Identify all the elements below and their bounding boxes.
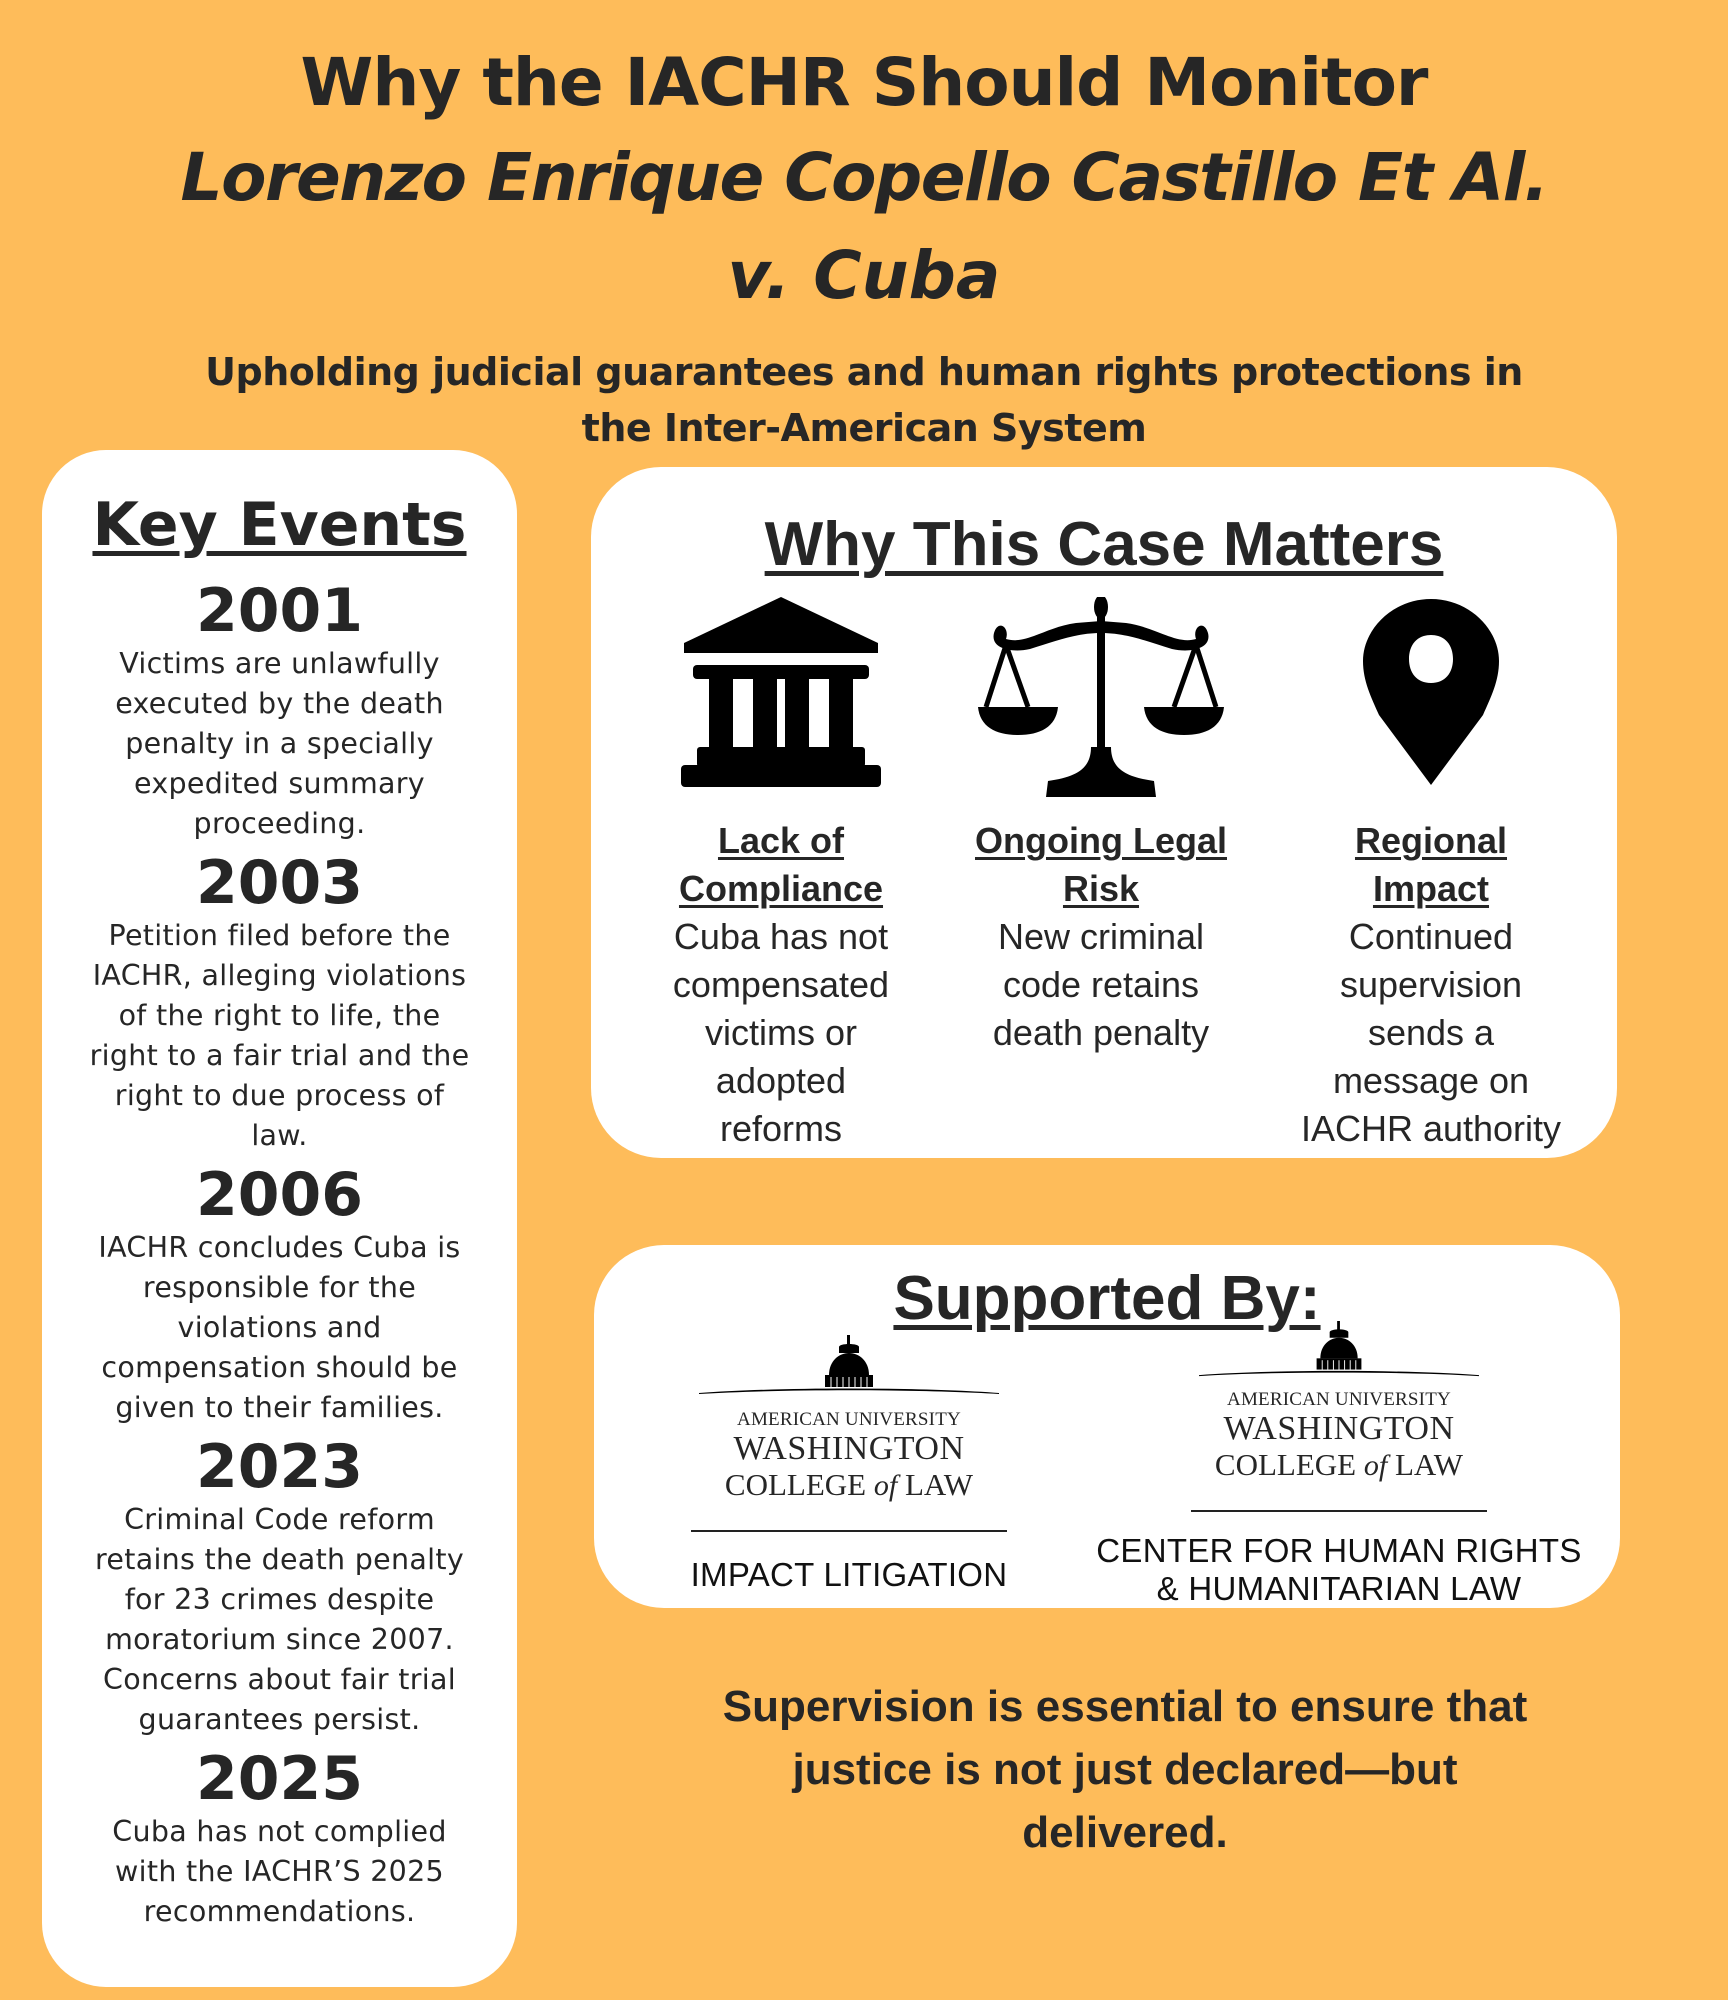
logo-washington: WASHINGTON xyxy=(1223,1410,1455,1447)
event-line: right to due process of xyxy=(114,1079,445,1112)
why-text-line: adopted xyxy=(715,1060,847,1101)
logo-university-name: AMERICAN UNIVERSITY xyxy=(1227,1389,1451,1410)
supported-by-card xyxy=(594,1245,1620,1608)
event-description xyxy=(42,644,517,844)
event-line: Victims are unlawfully xyxy=(119,647,440,680)
event-description xyxy=(42,916,517,1156)
logo-college-of-law xyxy=(1079,1447,1599,1484)
event-line: responsible for the xyxy=(142,1271,417,1304)
event-line: IACHR, alleging violations xyxy=(92,959,467,992)
event-line: Criminal Code reform xyxy=(124,1503,435,1536)
why-text-line: sends a xyxy=(1367,1012,1495,1053)
event-year: 2001 xyxy=(196,576,363,646)
why-text-line: Cuba has not xyxy=(673,916,889,957)
why-case-matters-card xyxy=(591,467,1617,1158)
event-description xyxy=(42,1500,517,1740)
capitol-dome-icon xyxy=(1199,1321,1479,1377)
why-text-line: compensated xyxy=(672,964,890,1005)
event-line: retains the death penalty xyxy=(95,1543,464,1576)
event-line: moratorium since 2007. xyxy=(105,1623,454,1656)
logo-divider xyxy=(1191,1510,1487,1512)
event-description xyxy=(42,1812,517,1932)
key-events-title: Key Events xyxy=(92,490,467,560)
map-pin-icon xyxy=(1361,597,1501,787)
scales-of-justice-icon xyxy=(976,597,1226,797)
why-heading: Lack of xyxy=(717,820,845,861)
supported-by-title: Supported By: xyxy=(893,1264,1321,1333)
event-description xyxy=(42,1228,517,1428)
why-heading: Compliance xyxy=(678,868,884,909)
event-line: guarantees persist. xyxy=(138,1703,421,1736)
logo-university-name: AMERICAN UNIVERSITY xyxy=(737,1409,961,1430)
capitol-dome-icon xyxy=(699,1335,999,1395)
event-year: 2006 xyxy=(196,1160,363,1230)
event-year: 2023 xyxy=(196,1432,363,1502)
event-line: right to a fair trial and the xyxy=(89,1039,470,1072)
why-text-line: death penalty xyxy=(992,1012,1210,1053)
logo-washington: WASHINGTON xyxy=(733,1430,965,1467)
why-text-line: New criminal xyxy=(997,916,1205,957)
event-line: given to their families. xyxy=(115,1391,444,1424)
event-item xyxy=(42,850,517,1156)
why-column-regional-impact xyxy=(1271,597,1591,1153)
logo-law: LAW xyxy=(904,1467,974,1502)
closing-line: Supervision is essential to ensure that xyxy=(722,1682,1528,1731)
event-year: 2003 xyxy=(196,848,363,918)
why-heading: Ongoing Legal xyxy=(975,820,1227,861)
event-line: proceeding. xyxy=(193,807,366,840)
wcl-impact-litigation-logo xyxy=(684,1335,1014,1594)
event-line: of the right to life, the xyxy=(118,999,441,1032)
closing-line: justice is not just declared—but xyxy=(792,1745,1458,1794)
why-case-matters-title: Why This Case Matters xyxy=(764,510,1444,579)
why-heading: Risk xyxy=(1062,868,1140,909)
event-line: law. xyxy=(251,1119,308,1152)
event-line: IACHR concludes Cuba is xyxy=(98,1231,461,1264)
event-line: Concerns about fair trial xyxy=(103,1663,456,1696)
logo-of: of xyxy=(1363,1449,1388,1482)
logo-unit-name: & HUMANITARIAN LAW xyxy=(1156,1570,1522,1607)
logo-law: LAW xyxy=(1394,1447,1464,1482)
wcl-human-rights-center-logo xyxy=(1079,1321,1599,1608)
event-line: for 23 crimes despite xyxy=(124,1583,435,1616)
key-events-card xyxy=(42,450,517,1987)
why-column-legal-risk xyxy=(961,597,1241,1057)
event-line: penalty in a specially xyxy=(125,727,434,760)
why-text-line: IACHR authority xyxy=(1300,1108,1562,1149)
header xyxy=(0,38,1728,456)
event-line: with the IACHR’S 2025 xyxy=(115,1855,444,1888)
event-item xyxy=(42,1746,517,1932)
why-text-line: supervision xyxy=(1339,964,1523,1005)
event-item xyxy=(42,1434,517,1740)
logo-college: COLLEGE xyxy=(724,1467,867,1502)
logo-college: COLLEGE xyxy=(1214,1447,1357,1482)
event-line: recommendations. xyxy=(143,1895,416,1928)
event-line: violations and xyxy=(177,1311,382,1344)
why-text-line: reforms xyxy=(719,1108,842,1149)
closing-line: delivered. xyxy=(1022,1808,1228,1857)
event-line: executed by the death xyxy=(115,687,444,720)
case-name-respondent: v. Cuba xyxy=(727,237,1001,314)
why-text-line: message on xyxy=(1332,1060,1530,1101)
case-name: Lorenzo Enrique Copello Castillo Et Al. xyxy=(180,139,1548,216)
page-title: Why the IACHR Should Monitor xyxy=(300,44,1428,121)
why-text-line: Continued xyxy=(1348,916,1514,957)
why-heading: Regional xyxy=(1354,820,1507,861)
event-line: Cuba has not complied xyxy=(112,1815,447,1848)
event-line: Petition filed before the xyxy=(108,919,451,952)
event-year: 2025 xyxy=(196,1744,363,1814)
courthouse-icon xyxy=(681,597,881,787)
subtitle-line: Upholding judicial guarantees and human rights protections in xyxy=(205,350,1523,394)
logo-divider xyxy=(691,1530,1007,1532)
closing-statement xyxy=(600,1675,1650,1864)
event-line: compensation should be xyxy=(101,1351,458,1384)
why-text-line: victims or xyxy=(705,1012,857,1053)
subtitle xyxy=(0,344,1728,456)
why-text-line: code retains xyxy=(1002,964,1200,1005)
subtitle-line: the Inter-American System xyxy=(581,406,1147,450)
logo-of: of xyxy=(873,1469,898,1502)
why-column-compliance xyxy=(646,597,916,1153)
logo-unit-name: IMPACT LITIGATION xyxy=(690,1556,1008,1593)
logo-college-of-law xyxy=(684,1467,1014,1504)
event-item xyxy=(42,578,517,844)
event-item xyxy=(42,1162,517,1428)
why-heading: Impact xyxy=(1372,868,1490,909)
event-line: expedited summary xyxy=(134,767,425,800)
logo-unit-name: CENTER FOR HUMAN RIGHTS xyxy=(1096,1532,1582,1569)
